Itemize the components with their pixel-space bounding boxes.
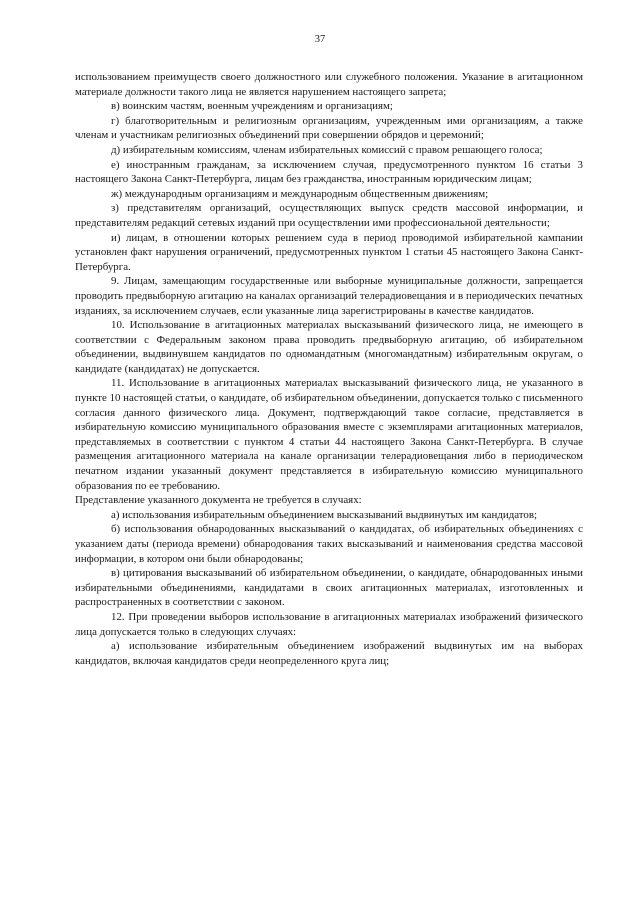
document-body xyxy=(75,70,583,668)
paragraph-item-zh: ж) международным организациям и международным общественным движениям; xyxy=(111,187,489,200)
paragraph-clause-9: 9. Лицам, замещающим государственные или выборные муниципальные должности, запрещается проводить предвыборную агитацию на каналах организаций телерадиовещания и в периодических печатных изданиях, за исключением случаев, если указанные лица зарегистрированы в качестве кандидатов. xyxy=(75,275,583,317)
paragraph-clause-12: 12. При проведении выборов использование в агитационных материалах изображений физического лица допускается только в следующих случаях: xyxy=(75,610,583,638)
paragraph-clause-10: 10. Использование в агитационных материалах высказываний физического лица, не имеющего в соответствии с Федеральным законом права проводить предвыборную агитацию, об избирательном объединении, выдвинувшем кандидатов по одномандатным (многомандатным) избирательным округам, о кандидате (кандидатах) не допускается. xyxy=(75,319,583,375)
paragraph-clause-11: 11. Использование в агитационных материалах высказываний физического лица, не указанного в пункте 10 настоящей статьи, о кандидате, об избирательном объединении, допускается только с письменного согласия данного физического лица. Документ, подтверждающий такое согласие, представляется в избирательную комиссию муниципального образования вместе с экземплярами агитационных материалов, представляемых в соответствии с пунктом 4 статьи 44 настоящего Закона Санкт-Петербурга. В случае размещения агитационного материала на канале организации телерадиовещания либо в периодическом печатном издании указанный документ представляется в избирательную комиссию муниципального образования по ее требованию. xyxy=(75,377,583,492)
paragraph-exception-b: б) использования обнародованных высказываний о кандидатах, об избирательных объединениях с указанием даты (периода времени) обнародования таких высказываний и наименования средства массовой информации, в котором они были обнародованы; xyxy=(75,523,583,565)
paragraph-item-e: е) иностранным гражданам, за исключением случая, предусмотренного пунктом 16 статьи 3 настоящего Закона Санкт-Петербурга, лицам без гражданства, иностранным юридическим лицам; xyxy=(75,158,583,186)
paragraph-continuation: использованием преимуществ своего должностного или служебного положения. Указание в агитационном материале должности такого лица не является нарушением настоящего запрета; xyxy=(75,71,583,98)
paragraph-exception-v: в) цитирования высказываний об избирательном объединении, о кандидате, обнародованных иными избирательными объединениями, кандидатами в своих агитационных материалах, изготовленных и распространенных в соответствии с законом. xyxy=(75,567,583,609)
paragraph-item-i: и) лицам, в отношении которых решением суда в период проводимой избирательной кампании установлен факт нарушения ограничений, предусмотренных пунктом 1 статьи 45 настоящего Закона Санкт-Петербурга. xyxy=(75,231,583,273)
paragraph-exceptions-intro: Представление указанного документа не требуется в случаях: xyxy=(75,494,362,507)
paragraph-exception-a: а) использования избирательным объединением высказываний выдвинутых им кандидатов; xyxy=(111,508,538,521)
paragraph-item-z: з) представителям организаций, осуществляющих выпуск средств массовой информации, и представителям редакций сетевых изданий при осуществлении ими профессиональной деятельности; xyxy=(75,202,583,229)
paragraph-clause-12-a: а) использование избирательным объединением изображений выдвинутых им на выборах кандидатов, включая кандидатов среди неопределенного круга лиц; xyxy=(75,640,583,667)
page-number: 37 xyxy=(314,34,326,45)
paragraph-item-v: в) воинским частям, военным учреждениям и организациям; xyxy=(111,100,393,113)
paragraph-item-d: д) избирательным комиссиям, членам избирательных комиссий с правом решающего голоса; xyxy=(111,143,543,156)
paragraph-item-g: г) благотворительным и религиозным организациям, учрежденным ими организациям, а также членам и участникам религиозных объединений при совершении обрядов и церемоний; xyxy=(75,114,583,142)
